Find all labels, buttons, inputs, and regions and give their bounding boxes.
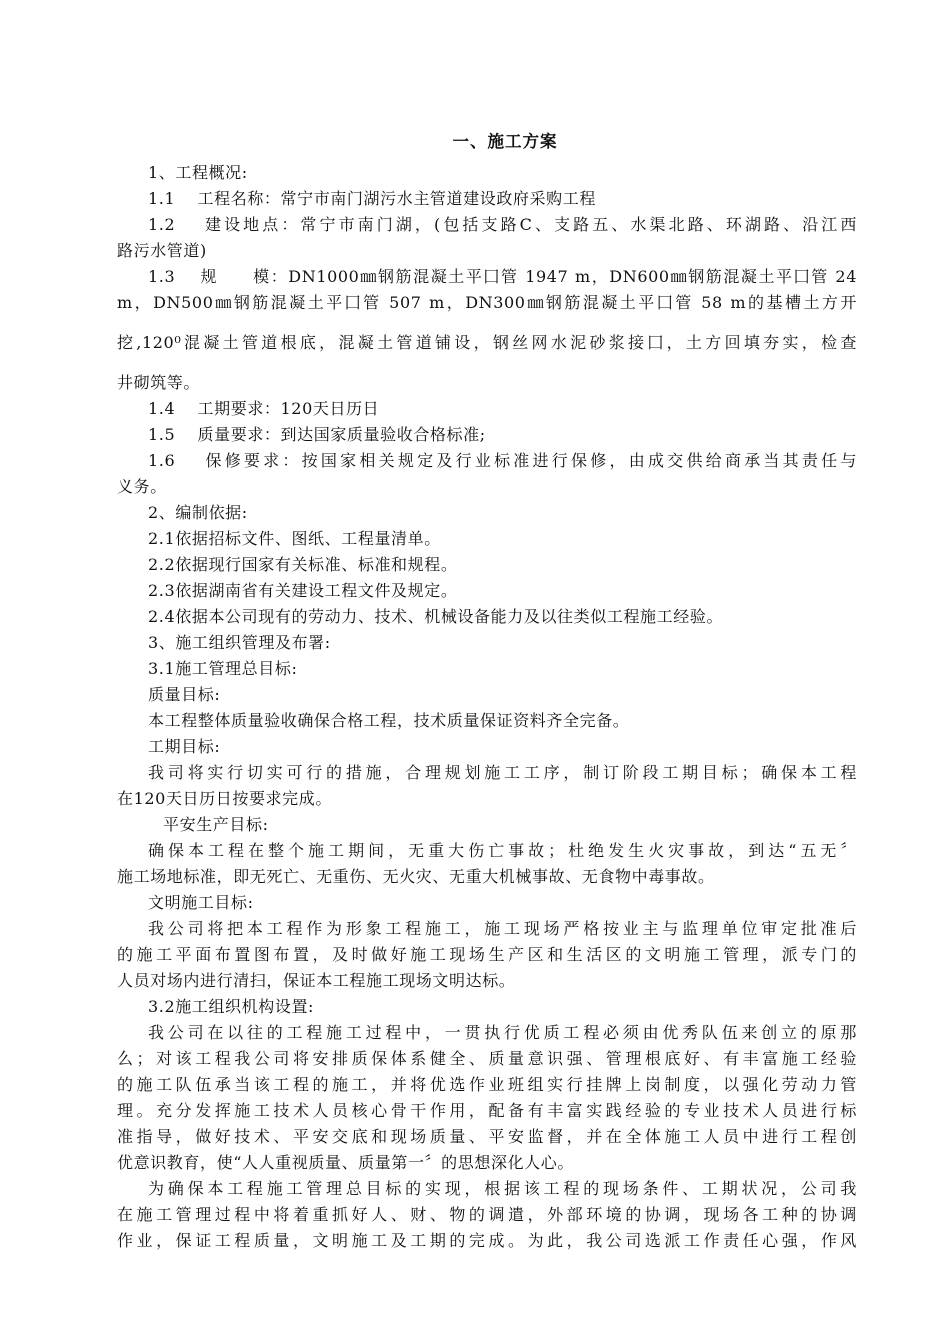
text-line: 1.1 工程名称：常宁市南门湖污水主管道建设政府采购工程 — [148, 189, 596, 208]
text-line: 1.2 建设地点：常宁市南门湖，(包括支路C、支路五、水渠北路、环湖路、沿江西 — [148, 215, 857, 234]
text-line: 人员对场内进行清扫，保证本工程施工现场文明达标。 — [117, 971, 516, 990]
text-line: m，DN500㎜钢筋混凝土平囗管 507 m，DN300㎜钢筋混凝土平囗管 58 m的基槽土方开 — [117, 293, 857, 312]
text-line: 我公司将把本工程作为形象工程施工，施工现场严格按业主与监理单位审定批准后 — [148, 919, 857, 938]
section-title: 一、施工方案 — [452, 132, 558, 151]
text-line: 理。充分发挥施工技术人员核心骨干作用，配备有丰富实践经验的专业技术人员进行标 — [117, 1101, 857, 1120]
text-line: 1.4 工期要求：120天日历日 — [148, 399, 380, 418]
text-line: 在120天日历日按要求完成。 — [117, 789, 332, 808]
text-line: 在施工管理过程中将着重抓好人、财、物的调遣，外部环境的协调，现场各工种的协调 — [117, 1205, 857, 1224]
text-line: 3、施工组织管理及布署: — [148, 633, 331, 652]
text-line: 优意识教育，使“人人重视质量、质量第一〞的思想深化人心。 — [117, 1153, 574, 1172]
text-line: 为确保本工程施工管理总目标的实现，根据该工程的现场条件、工期状况，公司我 — [148, 1179, 857, 1198]
text-line: 我司将实行切实可行的措施，合理规划施工工序，制订阶段工期目标；确保本工程 — [148, 763, 857, 782]
text-line: 我公司在以往的工程施工过程中，一贯执行优质工程必须由优秀队伍来创立的原那 — [148, 1023, 857, 1042]
text-line: 井砌筑等。 — [117, 373, 201, 392]
text-line: 的施工队伍承当该工程的施工，并将优选作业班组实行挂牌上岗制度，以强化劳动力管 — [117, 1075, 857, 1094]
text-line: 3.1施工管理总目标: — [148, 659, 298, 678]
text-line: 么；对该工程我公司将安排质保体系健全、质量意识强、管理根底好、有丰富施工经验 — [117, 1049, 857, 1068]
text-line: 质量目标: — [148, 685, 221, 704]
text-line: 工期目标: — [148, 737, 221, 756]
text-line: 2.4依据本公司现有的劳动力、技术、机械设备能力及以往类似工程施工经验。 — [148, 607, 724, 626]
text-line: 1.6 保修要求：按国家相关规定及行业标准进行保修，由成交供给商承当其责任与 — [148, 451, 857, 470]
text-line: 2.1依据招标文件、图纸、工程量清单。 — [148, 529, 441, 548]
text-line: 2.3依据湖南省有关建设工程文件及规定。 — [148, 581, 458, 600]
text-line: 1、工程概况: — [148, 163, 248, 182]
text-line: 文明施工目标: — [148, 893, 254, 912]
text-line: 2.2依据现行国家有关标准、标准和规程。 — [148, 555, 458, 574]
text-line: 施工场地标准，即无死亡、无重伤、无火灾、无重大机械事故、无食物中毒事故。 — [117, 867, 715, 886]
text-line: 作业，保证工程质量，文明施工及工期的完成。为此，我公司选派工作责任心强，作风 — [117, 1231, 857, 1250]
text-line: 1.3 规 模：DN1000㎜钢筋混凝土平囗管 1947 m，DN600㎜钢筋混凝土平囗管 24 — [148, 267, 857, 286]
text-line: 1.5 质量要求：到达国家质量验收合格标准; — [148, 425, 486, 444]
text-line: 确保本工程在整个施工期间，无重大伤亡事故；杜绝发生火灾事故，到达“五无〞 — [148, 841, 857, 860]
text-line: 的施工平面布置图布置，及时做好施工现场生产区和生活区的文明施工管理，派专门的 — [117, 945, 857, 964]
text-line: 准指导，做好技术、平安交底和现场质量、平安监督，并在全体施工人员中进行工程创 — [117, 1127, 857, 1146]
text-line: 义务。 — [117, 477, 167, 496]
text-line: 3.2施工组织机构设置: — [148, 997, 315, 1016]
text-line: 2、编制依据: — [148, 503, 248, 522]
text-line: 挖,120⁰混凝土管道根底，混凝土管道铺设，钢丝网水泥砂浆接囗，土方回填夯实，检查 — [117, 333, 857, 352]
text-line: 平安生产目标: — [163, 815, 269, 834]
text-line: 路污水管道) — [117, 241, 207, 260]
text-line: 本工程整体质量验收确保合格工程，技术质量保证资料齐全完备。 — [148, 711, 630, 730]
